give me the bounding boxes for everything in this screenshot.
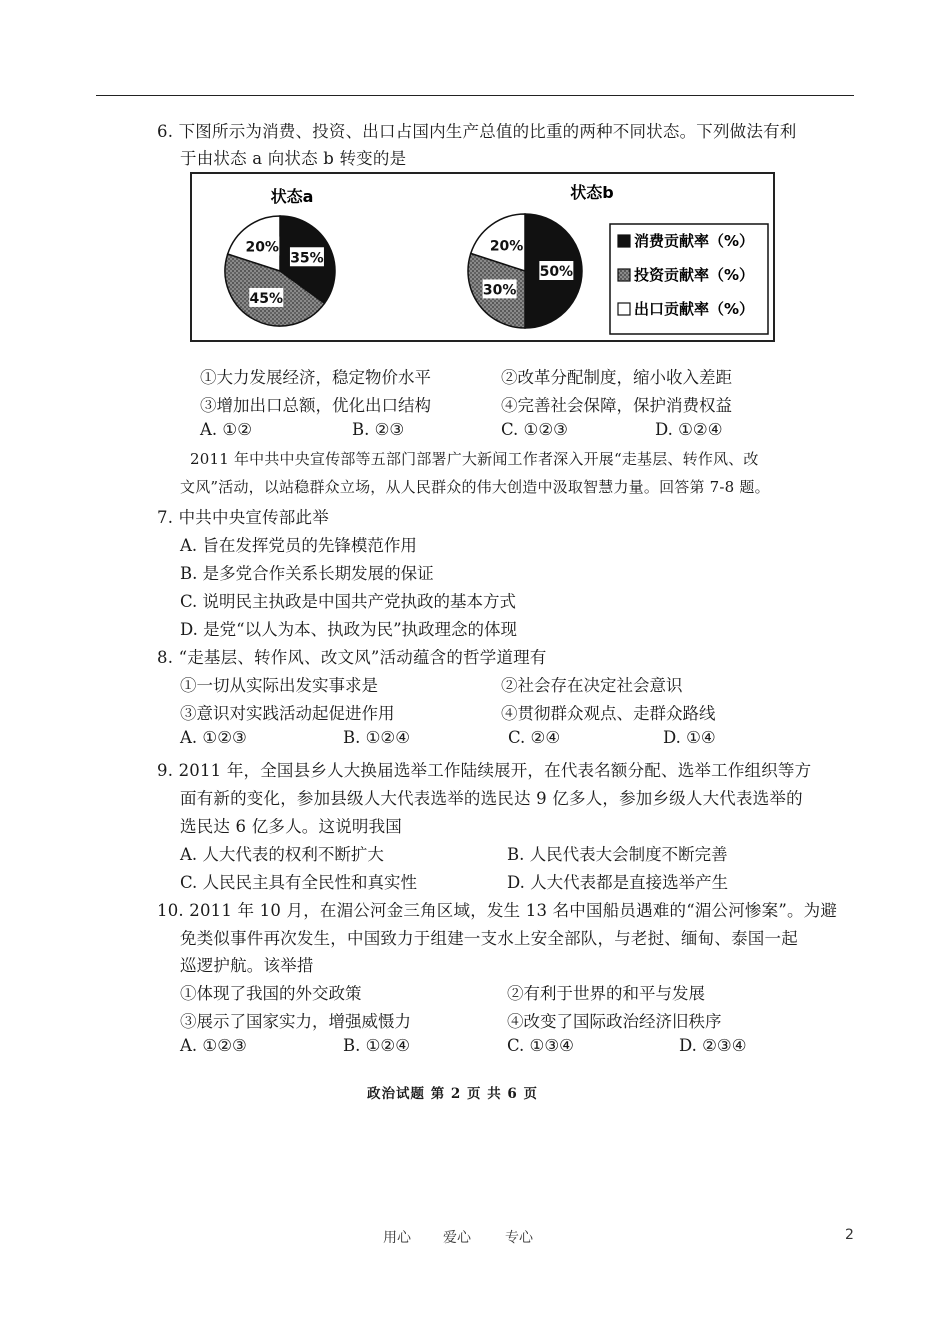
q8-answer-d[interactable]: D. ①④ bbox=[663, 728, 716, 747]
motto-3: 专心 bbox=[505, 1230, 533, 1246]
legend-label-2: 出口贡献率（%） bbox=[634, 300, 755, 318]
pie-value-label: 50% bbox=[539, 264, 574, 280]
pie-value-label: 20% bbox=[489, 238, 524, 255]
page-footer: 政治试题 第 2 页 共 6 页 bbox=[367, 1086, 538, 1102]
q8-answer-a[interactable]: A. ①②③ bbox=[180, 728, 247, 747]
q10-option-2: ②有利于世界的和平与发展 bbox=[507, 984, 705, 1003]
q8-option-2: ②社会存在决定社会意识 bbox=[501, 676, 683, 695]
intro-78-line1: 2011 年中共中央宣传部等五部门部署广大新闻工作者深入开展“走基层、转作风、改 bbox=[190, 450, 759, 468]
q9-answer-a[interactable]: A. 人大代表的权利不断扩大 bbox=[180, 845, 384, 864]
q6-answer-a[interactable]: A. ①② bbox=[200, 420, 252, 439]
pie-chart-svg bbox=[192, 174, 773, 340]
q9-answer-c[interactable]: C. 人民民主具有全民性和真实性 bbox=[180, 873, 418, 892]
legend-swatch-2 bbox=[618, 303, 630, 315]
q10-answer-c[interactable]: C. ①③④ bbox=[507, 1036, 574, 1055]
q8-option-3: ③意识对实践活动起促进作用 bbox=[180, 704, 395, 723]
q6-stem-line2: 于由状态 a 向状态 b 转变的是 bbox=[180, 149, 407, 168]
legend-swatch-1 bbox=[618, 269, 630, 281]
q7-answer-b[interactable]: B. 是多党合作关系长期发展的保证 bbox=[180, 564, 434, 583]
q6-option-2: ②改革分配制度，缩小收入差距 bbox=[501, 368, 732, 387]
header-rule bbox=[96, 95, 854, 96]
pie-chart-figure bbox=[190, 172, 775, 342]
q10-answer-d[interactable]: D. ②③④ bbox=[679, 1036, 747, 1055]
q6-answer-c[interactable]: C. ①②③ bbox=[501, 420, 568, 439]
q10-stem-line3: 巡逻护航。该举措 bbox=[180, 956, 314, 975]
q6-option-1: ①大力发展经济，稳定物价水平 bbox=[200, 368, 431, 387]
pie-value-label: 45% bbox=[249, 290, 284, 307]
intro-78-line2: 文风”活动，以站稳群众立场，从人民群众的伟大创造中汲取智慧力量。回答第 7-8 题。 bbox=[180, 478, 770, 496]
q10-option-3: ③展示了国家实力，增强威慑力 bbox=[180, 1012, 411, 1031]
q8-stem: 8. “走基层、转作风、改文风”活动蕴含的哲学道理有 bbox=[157, 648, 547, 667]
q10-option-4: ④改变了国际政治经济旧秩序 bbox=[507, 1012, 722, 1031]
chart-title-a: 状态a bbox=[270, 187, 314, 206]
legend-label-1: 投资贡献率（%） bbox=[634, 266, 755, 284]
pie-value-label: 30% bbox=[482, 282, 517, 299]
q7-answer-c[interactable]: C. 说明民主执政是中国共产党执政的基本方式 bbox=[180, 592, 517, 611]
chart-title-b: 状态b bbox=[570, 183, 614, 202]
q7-stem: 7. 中共中央宣传部此举 bbox=[157, 508, 329, 527]
q6-stem-line1: 6. 下图所示为消费、投资、出口占国内生产总值的比重的两种不同状态。下列做法有利 bbox=[157, 122, 797, 141]
page-number: 2 bbox=[845, 1227, 854, 1243]
q9-answer-b[interactable]: B. 人民代表大会制度不断完善 bbox=[507, 845, 728, 864]
q8-option-4: ④贯彻群众观点、走群众路线 bbox=[501, 704, 716, 723]
pie-value-label: 20% bbox=[245, 239, 279, 256]
q10-stem-line2: 免类似事件再次发生，中国致力于组建一支水上安全部队，与老挝、缅甸、泰国一起 bbox=[180, 929, 798, 948]
motto-2: 爱心 bbox=[443, 1230, 471, 1246]
q8-answer-b[interactable]: B. ①②④ bbox=[343, 728, 410, 747]
pie-value-label: 35% bbox=[290, 250, 324, 267]
q10-option-1: ①体现了我国的外交政策 bbox=[180, 984, 362, 1003]
q7-answer-a[interactable]: A. 旨在发挥党员的先锋模范作用 bbox=[180, 536, 417, 555]
q6-answer-b[interactable]: B. ②③ bbox=[352, 420, 405, 439]
legend-label-0: 消费贡献率（%） bbox=[634, 232, 755, 250]
chart-legend bbox=[610, 224, 768, 334]
legend-swatch-0 bbox=[618, 235, 630, 247]
pie-state-b bbox=[468, 214, 582, 328]
q9-stem-line1: 9. 2011 年，全国县乡人大换届选举工作陆续展开，在代表名额分配、选举工作组织等方 bbox=[157, 761, 812, 780]
q6-answer-d[interactable]: D. ①②④ bbox=[655, 420, 723, 439]
q9-answer-d[interactable]: D. 人大代表都是直接选举产生 bbox=[507, 873, 729, 892]
q9-stem-line3: 选民达 6 亿多人。这说明我国 bbox=[180, 817, 402, 836]
q10-answer-b[interactable]: B. ①②④ bbox=[343, 1036, 410, 1055]
q8-option-1: ①一切从实际出发实事求是 bbox=[180, 676, 378, 695]
q6-option-3: ③增加出口总额，优化出口结构 bbox=[200, 396, 431, 415]
q10-answer-a[interactable]: A. ①②③ bbox=[180, 1036, 247, 1055]
q7-answer-d[interactable]: D. 是党“以人为本、执政为民”执政理念的体现 bbox=[180, 620, 518, 639]
q8-answer-c[interactable]: C. ②④ bbox=[508, 728, 561, 747]
q6-option-4: ④完善社会保障，保护消费权益 bbox=[501, 396, 732, 415]
q10-stem-line1: 10. 2011 年 10 月，在湄公河金三角区域，发生 13 名中国船员遇难的“湄公河惨案”。为避 bbox=[157, 901, 838, 920]
pie-state-a bbox=[225, 216, 335, 326]
q9-stem-line2: 面有新的变化，参加县级人大代表选举的选民达 9 亿多人，参加乡级人大代表选举的 bbox=[180, 789, 803, 808]
motto-1: 用心 bbox=[383, 1230, 411, 1246]
